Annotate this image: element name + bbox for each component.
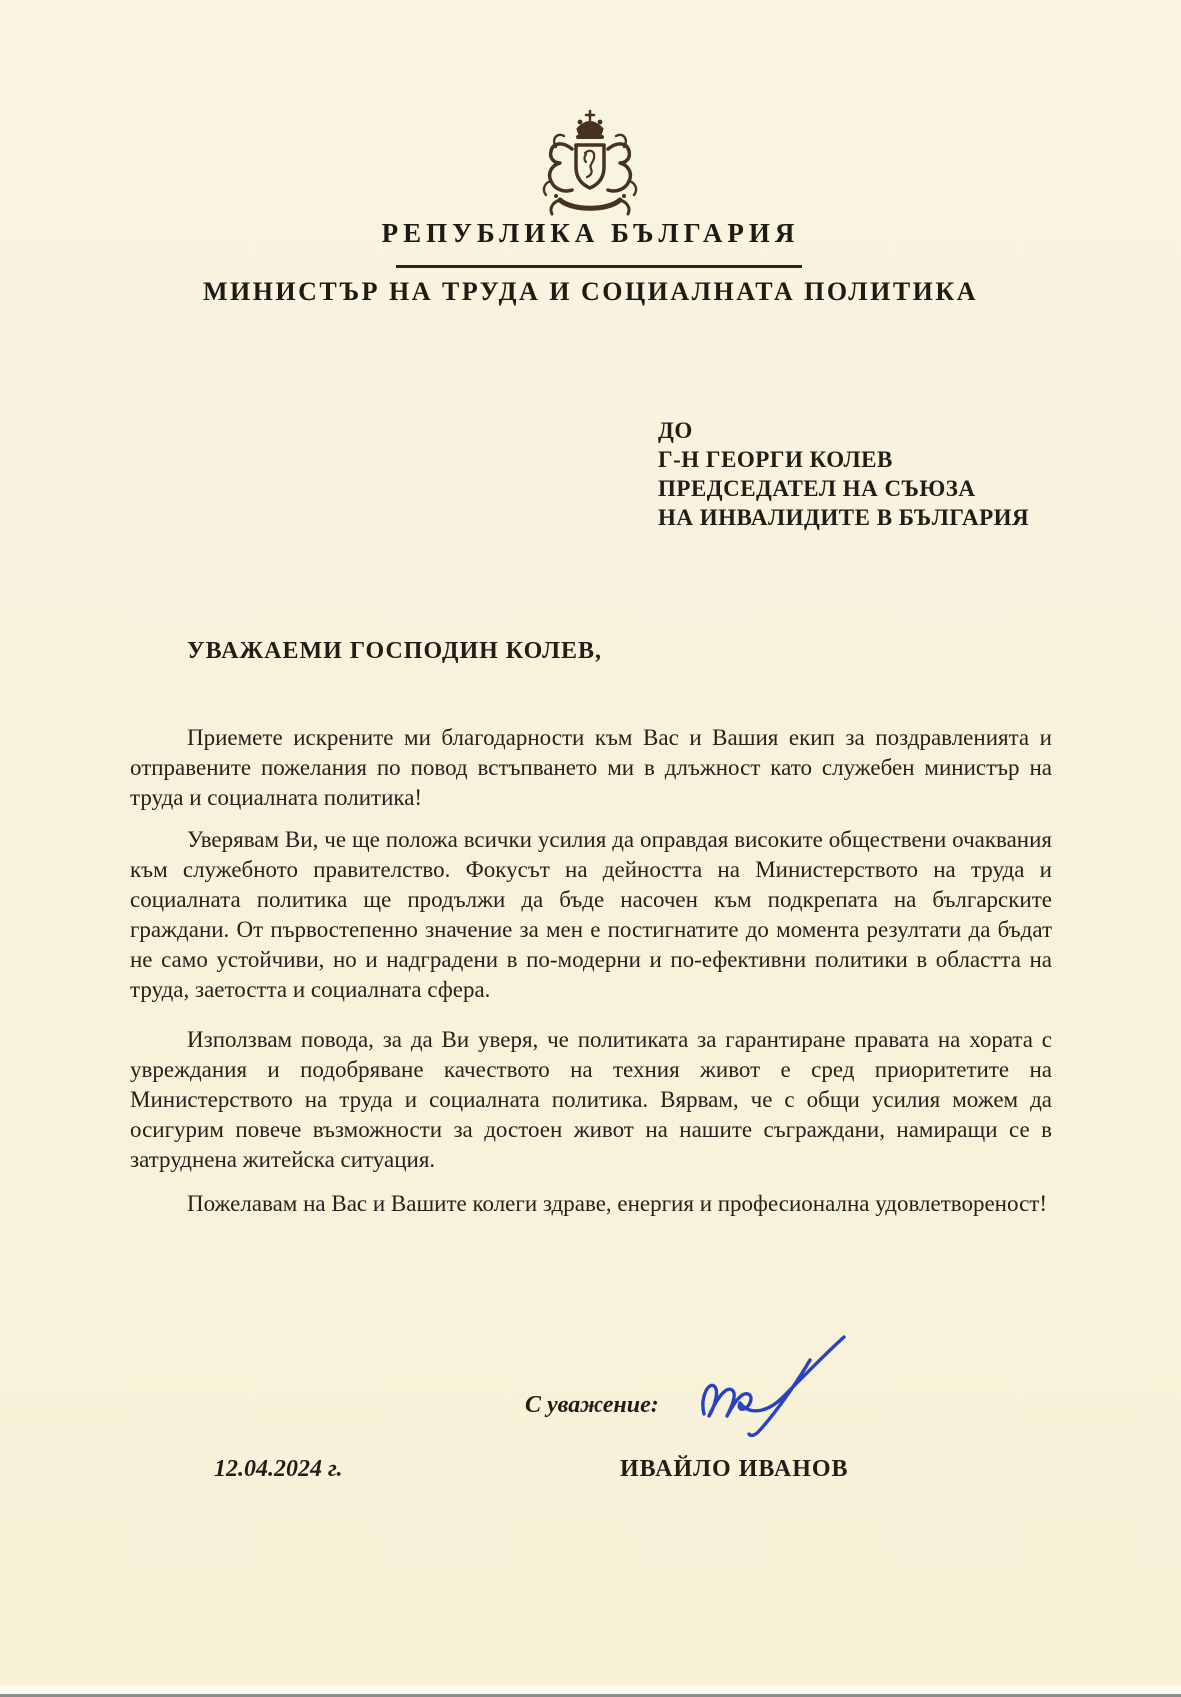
header-divider (396, 265, 802, 268)
signer-name: ИВАЙЛО ИВАНОВ (620, 1456, 849, 1482)
recipient-block (658, 416, 1029, 532)
recipient-line: ДО (658, 418, 693, 443)
bulgarian-coat-of-arms-icon (527, 108, 653, 216)
letter-date: 12.04.2024 г. (214, 1456, 343, 1482)
minister-title: МИНИСТЪР НА ТРУДА И СОЦИАЛНАТА ПОЛИТИКА (202, 277, 979, 306)
regards-label: С уважение: (525, 1392, 659, 1418)
body-paragraph: Пожелавам на Вас и Вашите колеги здраве, енергия и професионална удовлетвореност! (187, 1191, 1047, 1216)
republic-title: РЕПУБЛИКА БЪЛГАРИЯ (381, 218, 800, 248)
body-paragraph: Използвам повода, за да Ви уверя, че политиката за гарантиране правата на хората с увреждания и подобряване качеството на техния живот е сред приоритетите на Министерството на труда и социалната политика. Вярвам, че с общи усилия можем да осигурим повече възможности за достоен живот на нашите съграждани, намиращи се в затруднена житейска ситуация. (130, 1027, 1052, 1172)
salutation: УВАЖАЕМИ ГОСПОДИН КОЛЕВ, (187, 638, 602, 664)
body-paragraph: Уверявам Ви, че ще положа всички усилия да оправдая високите обществени очаквания към служебното правителство. Фокусът на дейността на Министерството на труда и социалната политика ще продължи да бъде насочен към подкрепата на българските граждани. От първостепенно значение за мен е постигнатите до момента резултати да бъдат не само устойчиви, но и надградени в по-модерни и по-ефективни политики в областта на труда, заетостта и социалната сфера. (130, 827, 1052, 1002)
scan-bottom-strip (0, 1685, 1181, 1694)
recipient-line: ПРЕДСЕДАТЕЛ НА СЪЮЗА (658, 476, 976, 501)
recipient-line: НА ИНВАЛИДИТЕ В БЪЛГАРИЯ (658, 505, 1030, 530)
body-paragraph: Приемете искрените ми благодарности към Вас и Вашия екип за поздравленията и отправените пожелания по повод встъпването ми в длъжност като служебен министър на труда и социалната политика! (130, 725, 1052, 810)
recipient-line: Г-Н ГЕОРГИ КОЛЕВ (658, 447, 893, 472)
handwritten-signature-icon (688, 1330, 873, 1448)
